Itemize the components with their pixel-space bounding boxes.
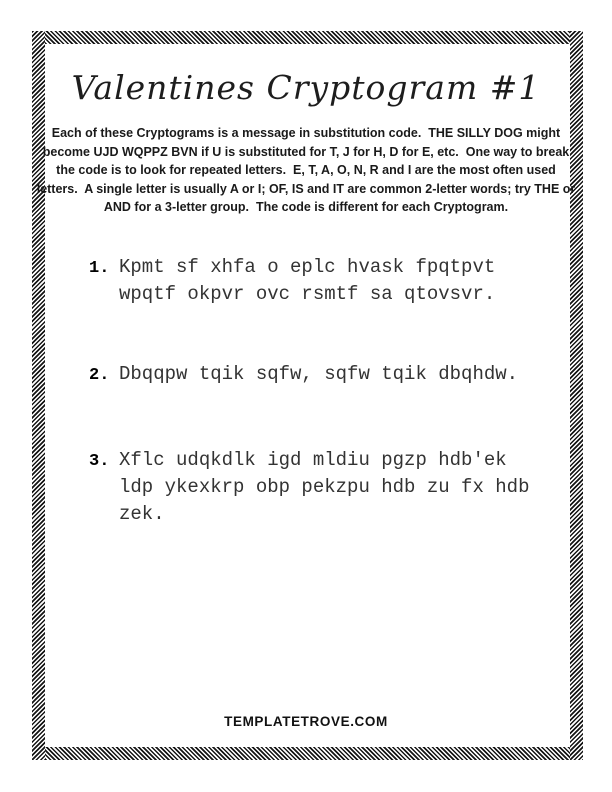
instruction-line: become UJD WQPPZ BVN if U is substituted for T, J for H, D for E, etc. One way to break [42,144,570,159]
border-bottom-stripe [32,747,583,760]
border-top-stripe [32,31,583,44]
instruction-line: the code is to look for repeated letters. E, T, A, O, N, R and I are the most often used [56,163,556,177]
puzzle-item [89,254,495,308]
instruction-line: AND for a 3-letter group. The code is different for each Cryptogram. [103,200,509,214]
puzzle-line: Xflc udqkdlk igd mldiu pgzp hdb'ek [119,449,507,471]
puzzle-item [89,361,518,388]
puzzle-item [89,447,529,528]
instruction-line: letters. A single letter is usually A or I; OF, IS and IT are common 2-letter words; try THE or [36,181,576,196]
footer-site-label: TEMPLATETROVE.COM [224,714,388,729]
puzzle-text [119,447,529,528]
puzzle-text [119,254,495,308]
instruction-line: Each of these Cryptograms is a message in substitution code. THE SILLY DOG might [51,126,561,140]
puzzle-text [119,361,518,388]
puzzle-line: wpqtf okpvr ovc rsmtf sa qtovsvr. [119,283,496,305]
puzzle-line: zek. [119,503,165,525]
puzzle-number: 2. [89,366,110,385]
puzzle-line: Dbqqpw tqik sqfw, sqfw tqik dbqhdw. [119,363,519,385]
puzzle-number: 3. [89,452,110,471]
page-title: Valentines Cryptogram #1 [71,68,541,107]
puzzle-number: 1. [89,259,110,278]
puzzle-line: Kpmt sf xhfa o eplc hvask fpqtpvt [119,256,496,278]
instructions [0,124,612,217]
footer [0,713,612,731]
puzzle-line: ldp ykexkrp obp pekzpu hdb zu fx hdb [119,476,530,498]
